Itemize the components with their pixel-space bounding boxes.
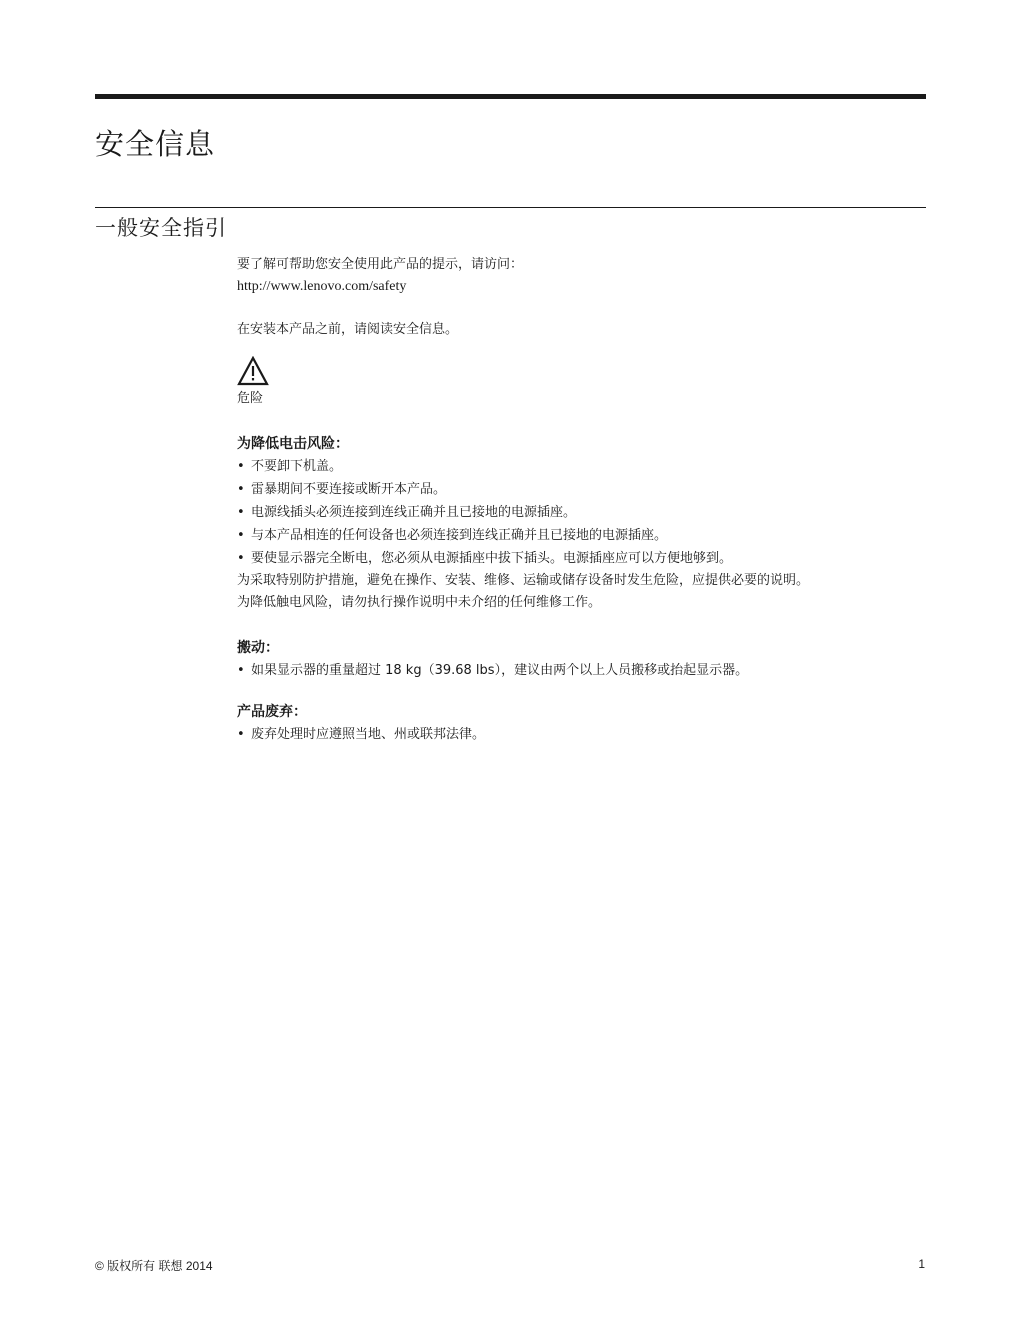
top-rule <box>95 94 926 99</box>
list-item: • 与本产品相连的任何设备也必须连接到连线正确并且已接地的电源插座。 <box>237 524 926 547</box>
precaution-note: 为采取特别防护措施，避免在操作、安装、维修、运输或储存设备时发生危险，应提供必要的说明。 <box>237 573 810 588</box>
disposal-heading: 产品废弃： <box>237 704 307 720</box>
section-rule <box>95 207 926 208</box>
page-number: 1 <box>918 1257 925 1271</box>
bullet-icon: • <box>237 551 245 566</box>
safety-url-link[interactable]: http://www.lenovo.com/safety <box>237 279 407 294</box>
electric-shock-heading: 为降低电击风险： <box>237 436 349 452</box>
service-note: 为降低触电风险，请勿执行操作说明中未介绍的任何维修工作。 <box>237 595 602 610</box>
handling-list <box>237 659 926 682</box>
electric-shock-list <box>237 455 926 570</box>
bullet-icon: • <box>237 528 245 543</box>
warning-triangle-icon <box>237 356 269 386</box>
footer-copyright: © 版权所有 联想 2014 <box>95 1259 213 1273</box>
bullet-icon: • <box>237 482 245 497</box>
section-content <box>237 254 926 746</box>
list-item: • 废弃处理时应遵照当地、州或联邦法律。 <box>237 723 926 746</box>
read-safety-text: 在安装本产品之前，请阅读安全信息。 <box>237 322 459 337</box>
bullet-icon: • <box>237 727 245 742</box>
danger-label: 危险 <box>237 391 264 406</box>
warning-block <box>237 356 926 388</box>
intro-text: 要了解可帮助您安全使用此产品的提示，请访问： <box>237 257 524 272</box>
list-item: • 要使显示器完全断电，您必须从电源插座中拔下插头。电源插座应可以方便地够到。 <box>237 547 926 570</box>
section-title: 一般安全指引 <box>95 216 227 240</box>
bullet-icon: • <box>237 663 245 678</box>
list-item: • 电源线插头必须连接到连线正确并且已接地的电源插座。 <box>237 501 926 524</box>
list-item: • 如果显示器的重量超过 18 kg（39.68 lbs），建议由两个以上人员搬移或抬起显示器。 <box>237 659 926 682</box>
bullet-icon: • <box>237 505 245 520</box>
list-item: • 雷暴期间不要连接或断开本产品。 <box>237 478 926 501</box>
chapter-title: 安全信息 <box>95 127 216 161</box>
bullet-icon: • <box>237 459 245 474</box>
list-item: • 不要卸下机盖。 <box>237 455 926 478</box>
disposal-list <box>237 723 926 746</box>
handling-heading: 搬动： <box>237 640 279 656</box>
